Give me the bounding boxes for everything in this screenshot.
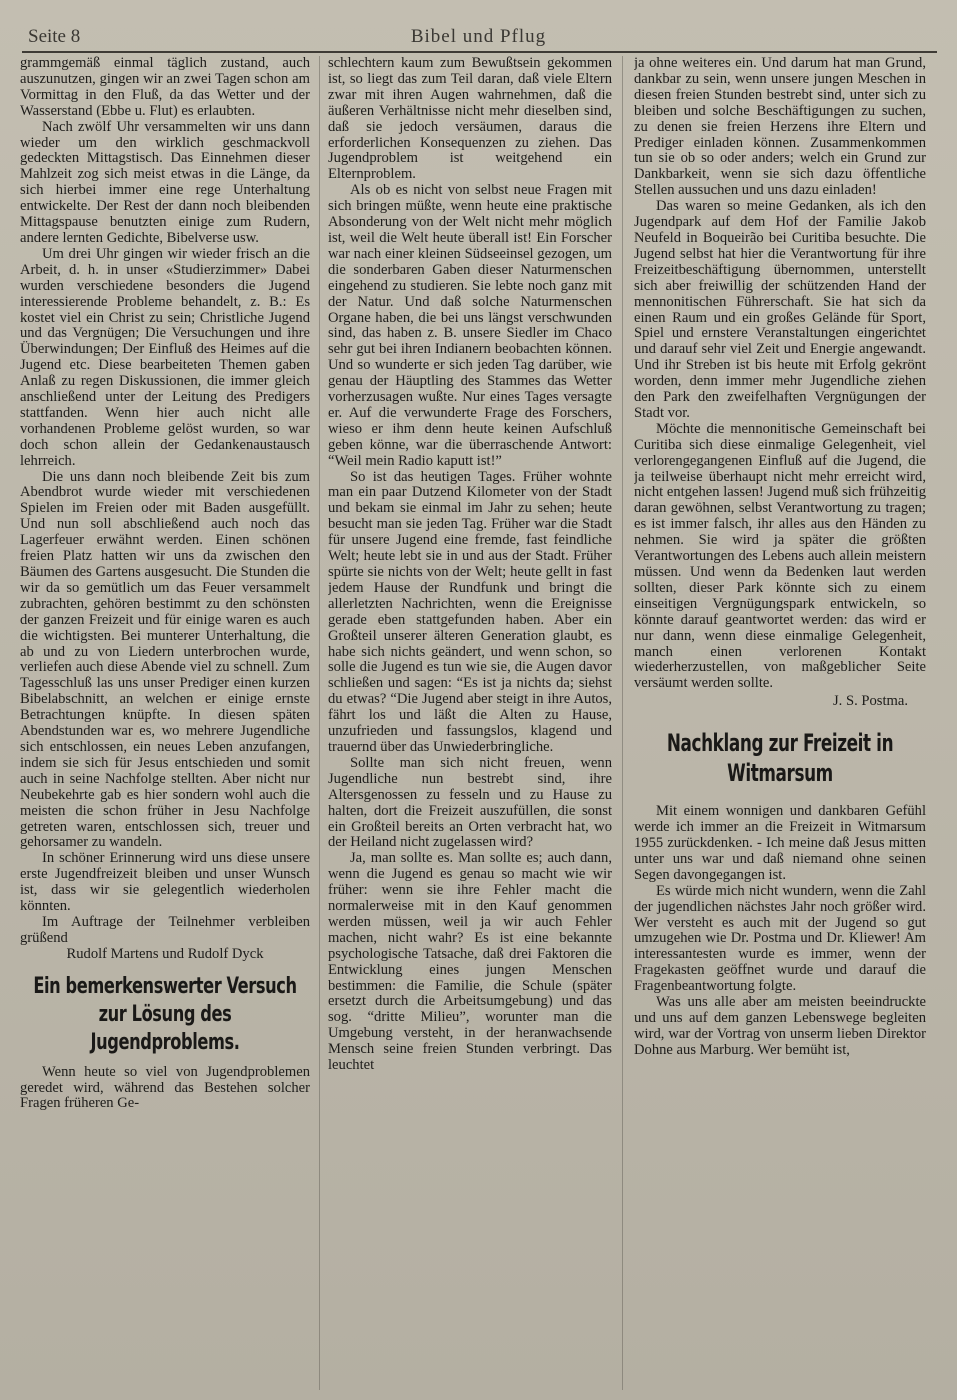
paragraph: Als ob es nicht von selbst neue Fragen mit sich bringen müßte, wenn heute eine praktische Absonderung von der Welt nicht mehr möglich ist, weil die Welt heute überall ist! Ein Forscher war nach einer kleinen Südseeinsel gezogen, um die sonderbaren Gaben dieser Naturmenschen eingehend zu studieren. Sie lebte noch ganz mit der Natur. Und daß solche Naturmenschen Organe haben, die bei uns längst verschwunden sind, das haben z. B. unsere Siedler im Chaco sehr gut bei ihren Indianern beobachten können. Und so wunderte er sich jeden Tag darüber, wie genau der Häuptling des Stammes das Wetter vorherzusagen wußte. Nur eines Tages versagte er. Auf die verwunderte Frage des Forschers, wieso er ihm denn heute keinen Aufschluß geben könne, war die überraschende Antwort: “Weil mein Radio kaputt ist!” <box>328 182 612 469</box>
article-signature: Rudolf Martens und Rudolf Dyck <box>66 945 264 962</box>
page-number: Seite 8 <box>28 26 81 47</box>
paragraph: Nach zwölf Uhr versammelten wir uns dann wieder um den wirklich geschmackvoll gedeckten Mittagstisch. Das Einnehmen dieser Mahlzeit zog sich meist etwas in die Länge, da sich hierbei immer eine rege Unterhaltung entwickelte. Der Rest der dann noch bleibenden Mittagspause benutzten einige zum Rudern, andere lernten Gedichte, Bibelverse usw. <box>20 118 310 246</box>
paragraph: Es würde mich nicht wundern, wenn die Zahl der jugendlichen nächstes Jahr noch größer wird. Wer versteht es auch mit der Jugend so gut umzugehen wie Dr. Postma und Dr. Kliewer! Am interessantesten wurde es immer, wenn der Fragekasten geöffnet wurde und darauf die Fragenbeantwortung folgte. <box>634 882 926 995</box>
article-signature: J. S. Postma. <box>832 693 908 710</box>
paragraph: So ist das heutigen Tages. Früher wohnte man ein paar Dutzend Kilometer von der Stadt und bekam sie einmal im Jahr zu sehen; heute besucht man sie jeden Tag. Früher war die Stadt für unsere Jugend eine fremde, fast feindliche Welt; heute lebt sie in und aus der Stadt. Früher spürte sie nichts von der Welt; heute gellt in fast jedem Hause der Rundfunk und bringt die allerletzten Nachrichten, wenn die Ereignisse gerade eben stattgefunden haben. Aber ein Großteil unserer älteren Generation glaubt, es habe sich nichts geändert, und wenn schon, so solle die Jugend es tun wie sie, die Augen davor schließen und sagen: “Es ist ja nichts da; siehst du etwas? “Die Jugend aber steigt in ihre Autos, fährt los und läßt die Alten zu Hause, unzufrieden und fassungslos, klagend und trauernd über das Unwiederbringliche. <box>328 468 612 755</box>
column-3 <box>634 56 926 1384</box>
paragraph: Ja, man sollte es. Man sollte es; auch dann, wenn die Jugend es genau so macht wie wir früher: wenn sie ihre Fehler macht die normalerweise mit in den Kauf genommen werden müssen, weil ja wir auch Fehler machen, nicht wahr? Es ist eine bekannte psychologische Tatsache, daß drei Faktoren die Entwicklung eines jungen Menschen bestimmen: die Familie, die Schule (später ersetzt durch die Arbeitsumgebung) und das sog. “dritte Milieu”, worunter man die Umgebung versteht, in der heranwachsende Mensch seine freien Stunden verbringt. Das leuchtet <box>328 850 612 1074</box>
paragraph: Wenn heute so viel von Jugendproblemen geredet wird, während das Bestehen solcher Fragen früheren Ge- <box>20 1063 310 1112</box>
paragraph: grammgemäß einmal täglich zustand, auch auszunutzen, gingen wir an zwei Tagen schon am Vormittag in den Fluß, da das Wetter und der Wasserstand (Ebbe u. Flut) es erlaubten. <box>20 56 310 119</box>
paragraph: Um drei Uhr gingen wir wieder frisch an die Arbeit, d. h. in unser «Studierzimmer» Dabei wurden verschiedene besonders die Jugend interessierende Probleme behandelt, z. B.: Es kostet viel ein Christ zu sein; Christliche Jugend und das Vergnügen; Die Versuchungen und ihre Überwindungen; Der Einfluß des Heimes auf die Jugend etc. Diese bearbeiteten Themen gaben Anlaß zu regen Diskussionen, die immer gleich anschließend unter der Leitung des Predigers stattfanden. Wenn hier auch nicht alle vorhandenen Probleme gelöst wurden, so war doch schon allein der Gedankenaustausch lehrreich. <box>20 245 310 469</box>
page-header <box>28 26 929 52</box>
paragraph: Sollte man sich nicht freuen, wenn Jugendliche nun bestrebt sind, ihre Altersgenossen zu fesseln und zu Hause zu halten, dort die Freizeit auszufüllen, die sonst ein Großteil bereits an Orten verbracht hat, wo der Heiland nicht zugelassen wird? <box>328 754 612 851</box>
paragraph: In schöner Erinnerung wird uns diese unsere erste Jugendfreizeit bleiben und unser Wunsch ist, dass wir sie gelegentlich wiederholen könnten. <box>20 850 310 915</box>
header-rule <box>22 51 937 53</box>
paragraph: Mit einem wonnigen und dankbaren Gefühl werde ich immer an die Freizeit in Witmarsum 1955 zurückdenken. - Ich meine daß Jesus mitten unter uns war und daß niemand ohne seinen Segen davongegangen ist. <box>634 803 926 883</box>
paragraph: ja ohne weiteres ein. Und darum hat man Grund, dankbar zu sein, wenn unsere jungen Meschen in diesen freien Stunden bestrebt sind, unter sich zu bleiben und solche Beschäftigungen zu suchen, zu denen sie freien Herzens ihre Eltern und Prediger einladen können. Zusammenkommen tun sie ob so oder anders; welch ein Grund zur Dankbarkeit, wenn sie sich dazu öffentliche Stellen aussuchen und uns dazu einladen! <box>634 56 926 199</box>
paragraph: schlechtern kaum zum Bewußtsein gekommen ist, so liegt das zum Teil daran, daß viele Eltern zwar mit ihren Augen wahrnehmen, daß die äußeren Verhältnisse nicht mehr dieselben sind, daß sie jedoch versäumen, daraus die erforderlichen Konsequenzen zu ziehen. Das Jugendproblem ist weitgehend ein Elternproblem. <box>328 56 612 183</box>
column-divider <box>622 56 623 1390</box>
paragraph: Das waren so meine Gedanken, als ich den Jugendpark auf dem Hof der Familie Jakob Neufeld in Boqueirão bei Curitiba besuchte. Die Jugend selbst hat hier die Verantwortung für ihre Freizeitbeschäftigung übernommen, unterstellt sich aber freiwillig der schützenden Hand der mennonitischen Führerschaft. Sie hat sich da einen Raum und ein großes Gelände für Sport, Spiel und ernstere Veranstaltungen eingerichtet und darauf sehr viel Zeit und Energie angewandt. Und ihr Streben ist bis heute mit Erfolg gekrönt worden, denn immer mehr Jugendliche ziehen den Park den zweifelhaften Vergnügungen der Stadt vor. <box>634 198 926 421</box>
paragraph: Die uns dann noch bleibende Zeit bis zum Abendbrot wurde wieder mit verschiedenen Spielen im Freien oder mit Baden ausgefüllt. Und nun soll abschließend auch noch das Lagerfeuer erwähnt werden. Einen schönen freien Platz hatten wir uns da zwischen den Bäumen des Gartens ausgesucht. Die Stunden die wir da so gemütlich um das Feuer versammelt zubrachten, gehören bestimmt zu den schönsten der ganzen Freizeit und für einige waren es auch die wichtigsten. Bei munterer Unterhaltung, die ab und zu von Liedern unterbrochen wurde, verliefen auch diese Abende viel zu schnell. Zum Tagesschluß las uns unser Prediger einen kurzen Bibelabschnitt, an welchen er einige ernste Betrachtungen knüpfte. In diesen späten Abendstunden war es, wo mehrere Jugendliche sich entschlossen, ein neues Leben anzufangen, indem sie sich für Jesus entschieden und somit auch in seine Nachfolge stellten. Aber nicht nur Neubekehrte gab es hier sondern wohl auch die meisten die schon früher in Jesu Nachfolge getreten waren, entschlossen sich, treuer und gehorsamer zu wandeln. <box>20 468 310 851</box>
publication-title: Bibel und Pflug <box>410 26 547 47</box>
column-2 <box>328 56 612 1384</box>
article-headline: Nachklang zur Freizeit in Witmarsum <box>666 729 894 788</box>
article-headline: Ein bemerkenswerter Versuch zur Lösung des Jugendproblems. <box>33 973 297 1055</box>
column-1 <box>20 56 310 1384</box>
paragraph: Im Auftrage der Teilnehmer verbleiben grüßend <box>20 913 310 946</box>
column-divider <box>319 56 320 1390</box>
paragraph: Was uns alle aber am meisten beeindruckte und uns auf dem ganzen Lebenswege begleiten wird, war der Vortrag von unserm lieben Direktor Dohne aus Marburg. Wer bemüht ist, <box>634 994 926 1058</box>
paragraph: Möchte die mennonitische Gemeinschaft bei Curitiba sich diese einmalige Gelegenheit, viel verlorengegangenen Einfluß auf die Jugend, die ja teilweise überhaupt nicht mehr erreicht wird, nicht entgehen lassen! Jugend muß sich frühzeitig daran gewöhnen, selbst Verantwortung zu tragen; es ist immer falsch, ihr alles aus den Händen zu nehmen. Sie wird ja später die größten Verantwortungen des Lebens auch allein meistern müssen. Und wenn da Bedenken laut werden sollten, dieser Park könnte sich zu einem einseitigen Vergnügungspark entwickeln, so könnte darauf geantwortet werden: das wird er nur dann, wenn diese einmalige Gelegenheit, manch einen verlorenen Kontakt wiederherzustellen, von maßgeblicher Seite versäumt werden sollte. <box>634 420 926 692</box>
